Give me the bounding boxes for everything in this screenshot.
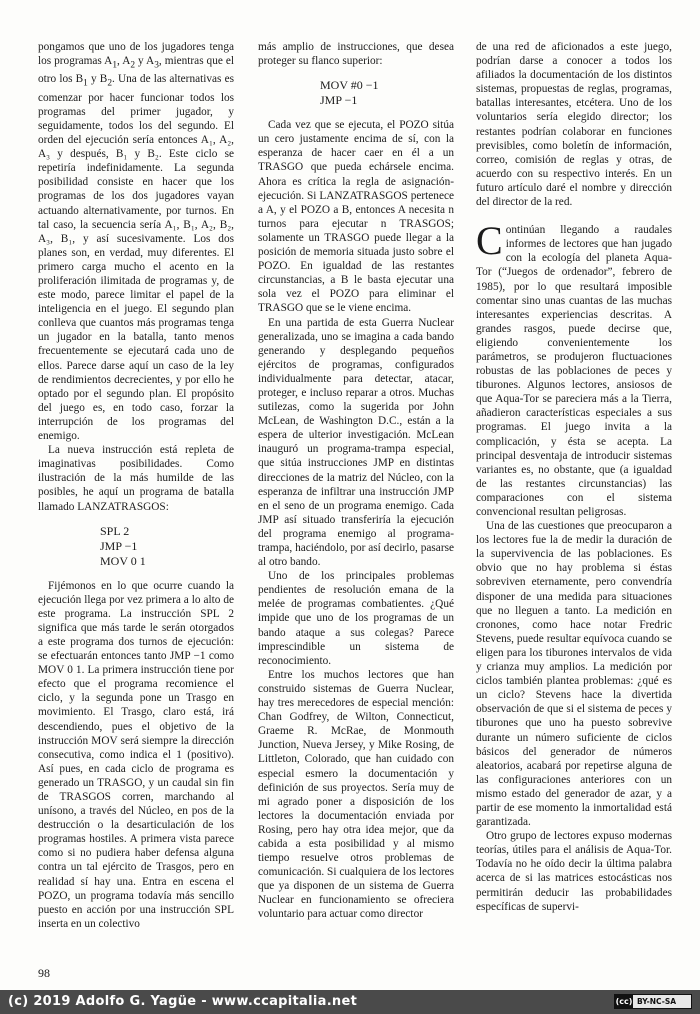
code-listing bbox=[100, 524, 234, 569]
copyright-footer bbox=[0, 990, 700, 1014]
paragraph: pongamos que uno de los jugadores tenga los programas $A_1$, $A_2$ y $A_3$, mientras que el otro los $B_1$ y $B_2$. Una de las alternativas es comenzar por hacer funcionar todos los programas del primer jugador, y seguidamente, todos los del segundo. El orden del ejecución sería entonces A₁, A₂, A₃ y después, B₁ y B₂. Este ciclo se repetiría indefinidamente. La segunda posibilidad consiste en hacer que los programas de los dos jugadores vayan actuando alternativamente, por turnos. En tal caso, la secuencia sería A₁, B₁, A₂, B₂, A₃, B₁, y así sucesivamente. Los dos planes son, en verdad, muy diferentes. El primero carga mucho el acento en la proliferación ilimitada de programas y, de este modo, parece limitar el papel de la inteligencia en el juego. El segundo plan conlleva que cuantos más programas tenga un jugador en la batalla, tanto menos frecuentemente se ejecutará cada uno de ellos. Parece darse aquí un caso de la ley de rendimientos decrecientes, y por ello he optado por el segundo plan. El propósito del juego es, en todo caso, forzar la interrupción de los programas del enemigo. bbox=[38, 41, 234, 443]
code-line: MOV #0 −1 bbox=[320, 78, 379, 93]
text-column-2 bbox=[258, 40, 454, 922]
paragraph: La nueva instrucción está repleta de imaginativas posibilidades. Como ilustración de la más humilde de las posibles, he aquí un programa de batalla llamado LANZATRASGOS: bbox=[38, 444, 234, 513]
code-listing bbox=[320, 78, 454, 108]
paragraph: Otro grupo de lectores expuso modernas teorías, útiles para el análisis de Aqua-Tor. Todavía no he oído decir la última palabra acerca de si las matrices estocásticas nos permitirán deducir las probabilidades específicas de supervi- bbox=[476, 830, 672, 913]
section-start-paragraph: Continúan llegando a raudales informes de lectores que han jugado con la ecología del planeta Aqua-Tor (“Juegos de ordenador”, febrero de 1985), por lo que resultará imposible comentar sino unas cuantas de las muchas interesantes experiencias descritas. A grandes rasgos, puede decirse que, eligiendo convenientemente los parámetros, se produjeron fluctuaciones robustas de las poblaciones de peces y tiburones. Algunos lectores, ansiosos de que Aqua-Tor se pareciera más a la Tierra, añadieron características especiales a sus programas. El juego invita a la complicación, y ésta se acepta. La principal desventaja de introducir sistemas variantes es, no obstante, que (a igualdad de las restantes circunstancias) las comparaciones con el sistema convencional resultan peligrosas. bbox=[476, 218, 672, 518]
code-line: MOV 0 1 bbox=[100, 553, 146, 568]
paragraph: más amplio de instrucciones, que desea proteger su flanco superior: bbox=[258, 41, 454, 68]
cc-license-badge bbox=[614, 994, 692, 1009]
text-column-1 bbox=[38, 40, 234, 931]
paragraph: En una partida de esta Guerra Nuclear generalizada, uno se imagina a cada bando generando y desplegando pequeños ejércitos de programas, configurados individualmente para detectar, atacar, proteger, e incluso reparar a otros. Muchas sutilezas, como la sugerida por John McLean, de Washington D.C., están a la espera de ulterior investigación. McLean inauguró un programa-trampa especial, que sitúa instrucciones JMP en distintas direcciones de la matriz del Núcleo, con la esperanza de infiltrar una instrucción JMP en el seno de un programa enemigo. Cada JMP así situado transferiría la ejecución del programa enemigo al programa-trampa, haciéndolo, por así decirlo, pasarse al otro bando. bbox=[258, 316, 454, 569]
code-line: SPL 2 bbox=[100, 523, 130, 538]
paragraph: Una de las cuestiones que preocuparon a los lectores fue la de medir la duración de la supervivencia de las poblaciones. Es obvio que no hay problema si éstas sobreviven eternamente, pero convendría disponer de una medida para situaciones que no lleguen a tanto. La medición en cronones, como hace notar Fredric Stevens, puede resultar equívoca cuando se eligen para los tiburones intervalos de vida y crianza muy amplios. La medición por ciclos también plantea problemas: ¿qué es un ciclo? Stevens hace la divertida observación de que si el sistema de peces y tiburones que uno ha puesto sobrevive durante un número suficiente de ciclos básicos del generador de números aleatorios, acabará por repetirse alguna de las configuraciones anteriores con un mismo estado del generador de azar, y a partir de ese momento la inmortalidad está garantizada. bbox=[476, 520, 672, 829]
license-terms: BY-NC-SA bbox=[637, 997, 677, 1006]
paragraph: Uno de los principales problemas pendientes de resolución emana de la melée de programas combatientes. ¿Qué impide que uno de los programas de un bando ataque a sus colegas? Parece imprescindible un sistema de reconocimiento. bbox=[258, 570, 454, 667]
paragraph: Cada vez que se ejecuta, el POZO sitúa un cero justamente encima de sí, con la esperanza de hacer caer en él a un TRASGO que pueda echársele encima. Ahora es crítica la regla de asignación-ejecución. Si LANZATRASGOS pertenece a A, y el POZO a B, entonces A necesita n turnos para ejecutar n TRASGOS; solamente un TRASGO puede llegar a la posición de memoria situada justo sobre el POZO. En igualdad de las restantes circunstancias, a B le basta ejecutar una sola vez el POZO para eliminar el TRASGO que se le viene encima. bbox=[258, 119, 454, 315]
paragraph: de una red de aficionados a este juego, podrían darse a conocer a todos los afiliados la documentación de los distintos sistemas, propuestas de reglas, programas, batallas interesantes, etcétera. Uno de los voluntarios sería elegido director; los restantes podrían colaborar en funciones previsibles, como boletín de información, correo, comisión de reglas y otras, de acuerdo con su respectivo interés. En un futuro artículo daré el nombre y dirección del director de la red. bbox=[476, 41, 672, 209]
page-number: 98 bbox=[38, 966, 50, 980]
cc-icon: (cc) bbox=[615, 997, 633, 1006]
paragraph: Entre los muchos lectores que han construido sistemas de Guerra Nuclear, hay tres merecedores de especial mención: Chan Godfrey, de Wilton, Connecticut, Graeme R. McRae, de Monmouth Junction, Nueva Jersey, y Mike Rosing, de Littleton, Colorado, que han cuidado con especial esmero la documentación y definición de sus proyectos. Sería muy de mi agrado poner a disposición de los lectores la documentación enviada por Rosing, pero hay otra idea mejor, que da cabida a esta posibilidad y al mismo tiempo resuelve otros problemas de comunicación. Si cualquiera de los lectores que ya disponen de un sistema de Guerra Nuclear en funcionamiento se ofreciera voluntario para actuar como director bbox=[258, 668, 454, 921]
copyright-text: (c) 2019 Adolfo G. Yagüe - www.ccapitalia.net bbox=[8, 994, 358, 1009]
code-line: JMP −1 bbox=[320, 93, 358, 108]
text-column-3 bbox=[476, 40, 672, 914]
code-line: JMP −1 bbox=[100, 538, 138, 553]
drop-cap: C bbox=[476, 218, 503, 264]
paragraph: Fijémonos en lo que ocurre cuando la ejecución llega por vez primera a lo alto de este programa. La instrucción SPL 2 significa que más tarde le serán otorgados a este programa dos turnos de ejecución: se efectuarán entonces tanto JMP −1 como MOV 0 1. La primera instrucción tiene por efecto que el programa recomience el ciclo, y la segunda pone un Trasgo en movimiento. El Trasgo, claro está, irá descendiendo, pues el objetivo de la instrucción MOV será siempre la dirección consecutiva, como indica el 1 (positivo). Así pues, en cada ciclo de programa es generado un TRASGO, y un caudal sin fin de TRASGOS corren, marchando al unísono, a través del Núcleo, en pos de la destrucción o la desarticulación de los programas hostiles. A primera vista parece como si no pudiera haber defensa alguna contra un tal ejército de Trasgos, pero en realidad sí hay una. Entra en escena el POZO, un programa todavía más sencillo puesto en acción por una instrucción SPL inserta en un colectivo bbox=[38, 579, 234, 930]
